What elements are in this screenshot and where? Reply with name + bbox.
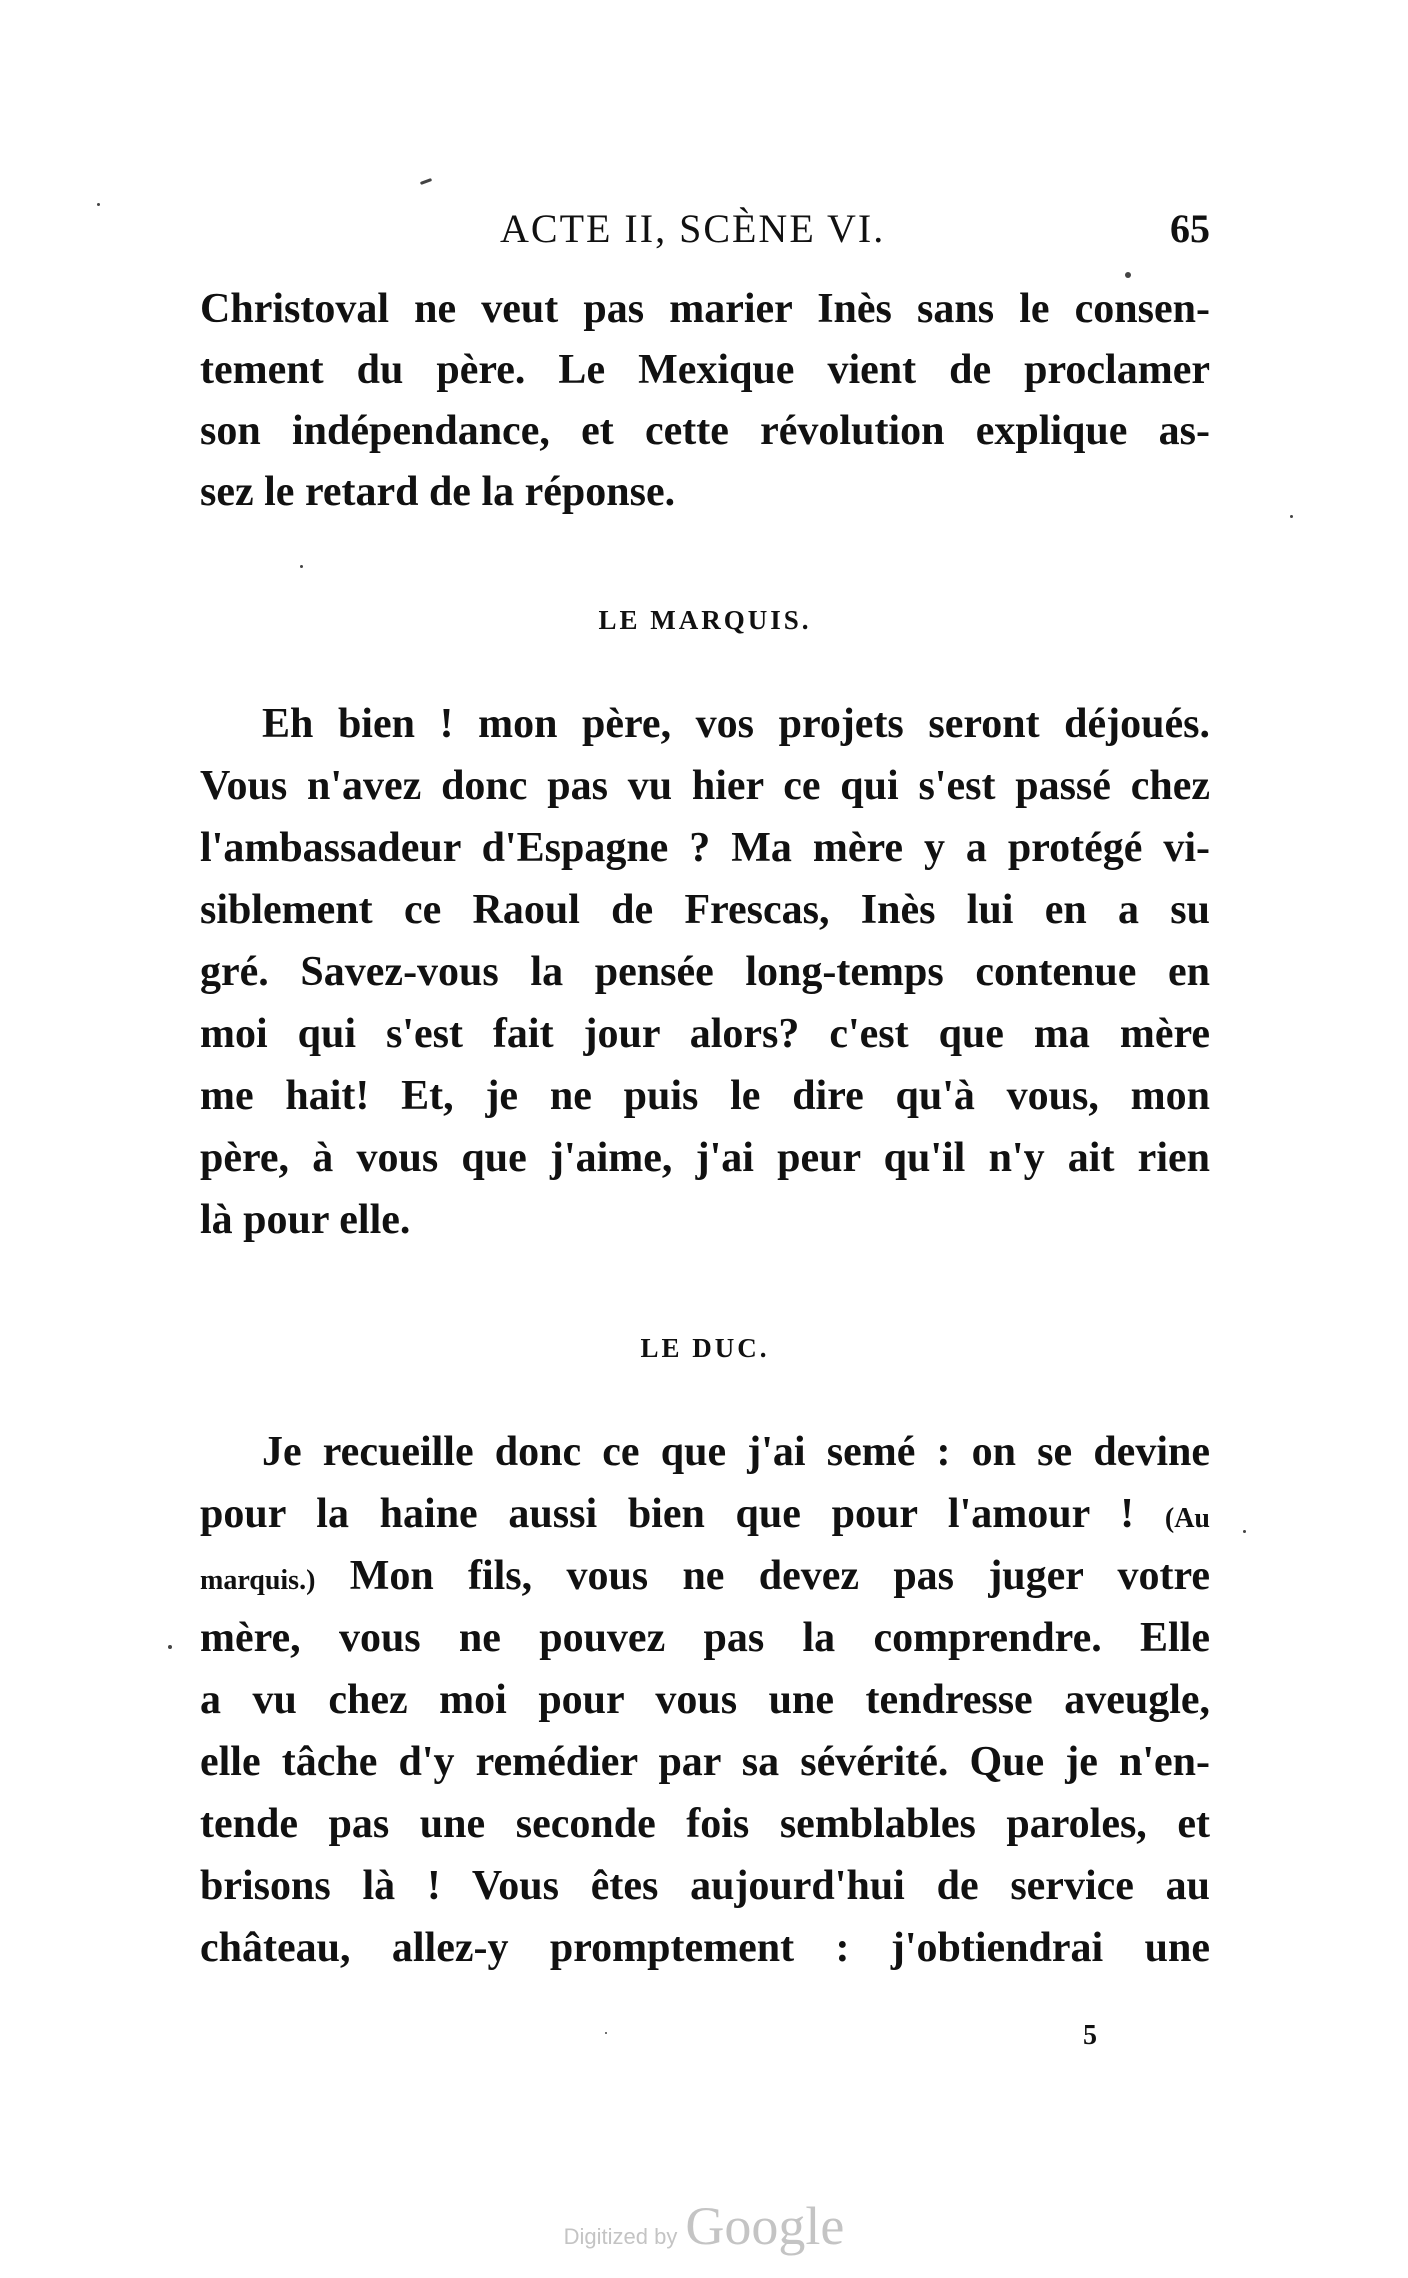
google-logo: Google: [685, 2196, 845, 2256]
speaker-heading: LE DUC.: [640, 1333, 770, 1363]
text-line: château, allez-y promptement : j'obtiendrai une: [200, 1925, 1210, 1971]
text-line: son indépendance, et cette révolution explique as-: [200, 408, 1210, 454]
text-line: tende pas une seconde fois semblables paroles, et: [200, 1801, 1210, 1847]
text-line: gré. Savez-vous la pensée long-temps contenue en: [200, 949, 1210, 995]
page-number: 65: [1170, 206, 1210, 251]
speck: [1290, 515, 1293, 518]
text-line: Vous n'avez donc pas vu hier ce qui s'est passé chez: [200, 763, 1210, 809]
text-line: elle tâche d'y remédier par sa sévérité. Que je n'en-: [200, 1739, 1210, 1785]
text-line: moi qui s'est fait jour alors? c'est que ma mère: [200, 1011, 1210, 1057]
speck: [1243, 1530, 1246, 1533]
speck: [1125, 272, 1131, 278]
running-title: ACTE II, SCÈNE VI.: [500, 206, 886, 251]
text-line: sez le retard de la réponse.: [200, 469, 676, 515]
speck: [97, 203, 100, 206]
signature-mark: 5: [1083, 2020, 1097, 2051]
digitized-watermark: [0, 2195, 1408, 2257]
text-line: brisons là ! Vous êtes aujourd'hui de service au: [200, 1863, 1210, 1909]
text-line: Je recueille donc ce que j'ai semé : on se devine: [262, 1429, 1210, 1475]
text-line: [200, 1552, 1210, 1600]
text-line: siblement ce Raoul de Frescas, Inès lui en a su: [200, 887, 1210, 933]
line-text: pour la haine aussi bien que pour l'amour !: [200, 1491, 1135, 1537]
speck: [605, 2032, 607, 2034]
speck: [420, 178, 432, 185]
text-line: Eh bien ! mon père, vos projets seront déjoués.: [262, 701, 1210, 747]
stage-direction: marquis.): [200, 1565, 316, 1596]
text-line: me hait! Et, je ne puis le dire qu'à vous, mon: [200, 1073, 1210, 1119]
stage-direction: (Au: [1164, 1503, 1210, 1534]
text-line: Christoval ne veut pas marier Inès sans le consen-: [200, 286, 1210, 332]
text-line: mère, vous ne pouvez pas la comprendre. Elle: [200, 1615, 1210, 1661]
speaker-heading: LE MARQUIS.: [598, 605, 812, 635]
text-line: l'ambassadeur d'Espagne ? Ma mère y a protégé vi-: [200, 825, 1210, 871]
line-text: Mon fils, vous ne devez pas juger votre: [349, 1553, 1210, 1599]
text-line: là pour elle.: [200, 1197, 411, 1243]
text-line: père, à vous que j'aime, j'ai peur qu'il n'y ait rien: [200, 1135, 1210, 1181]
digitized-by-text: Digitized by: [563, 2224, 678, 2249]
text-line: tement du père. Le Mexique vient de proclamer: [200, 347, 1210, 393]
text-line: a vu chez moi pour vous une tendresse aveugle,: [200, 1677, 1210, 1723]
running-header: [200, 205, 1210, 265]
speck: [300, 565, 303, 568]
text-line: [200, 1490, 1210, 1538]
speck: [168, 1645, 172, 1649]
